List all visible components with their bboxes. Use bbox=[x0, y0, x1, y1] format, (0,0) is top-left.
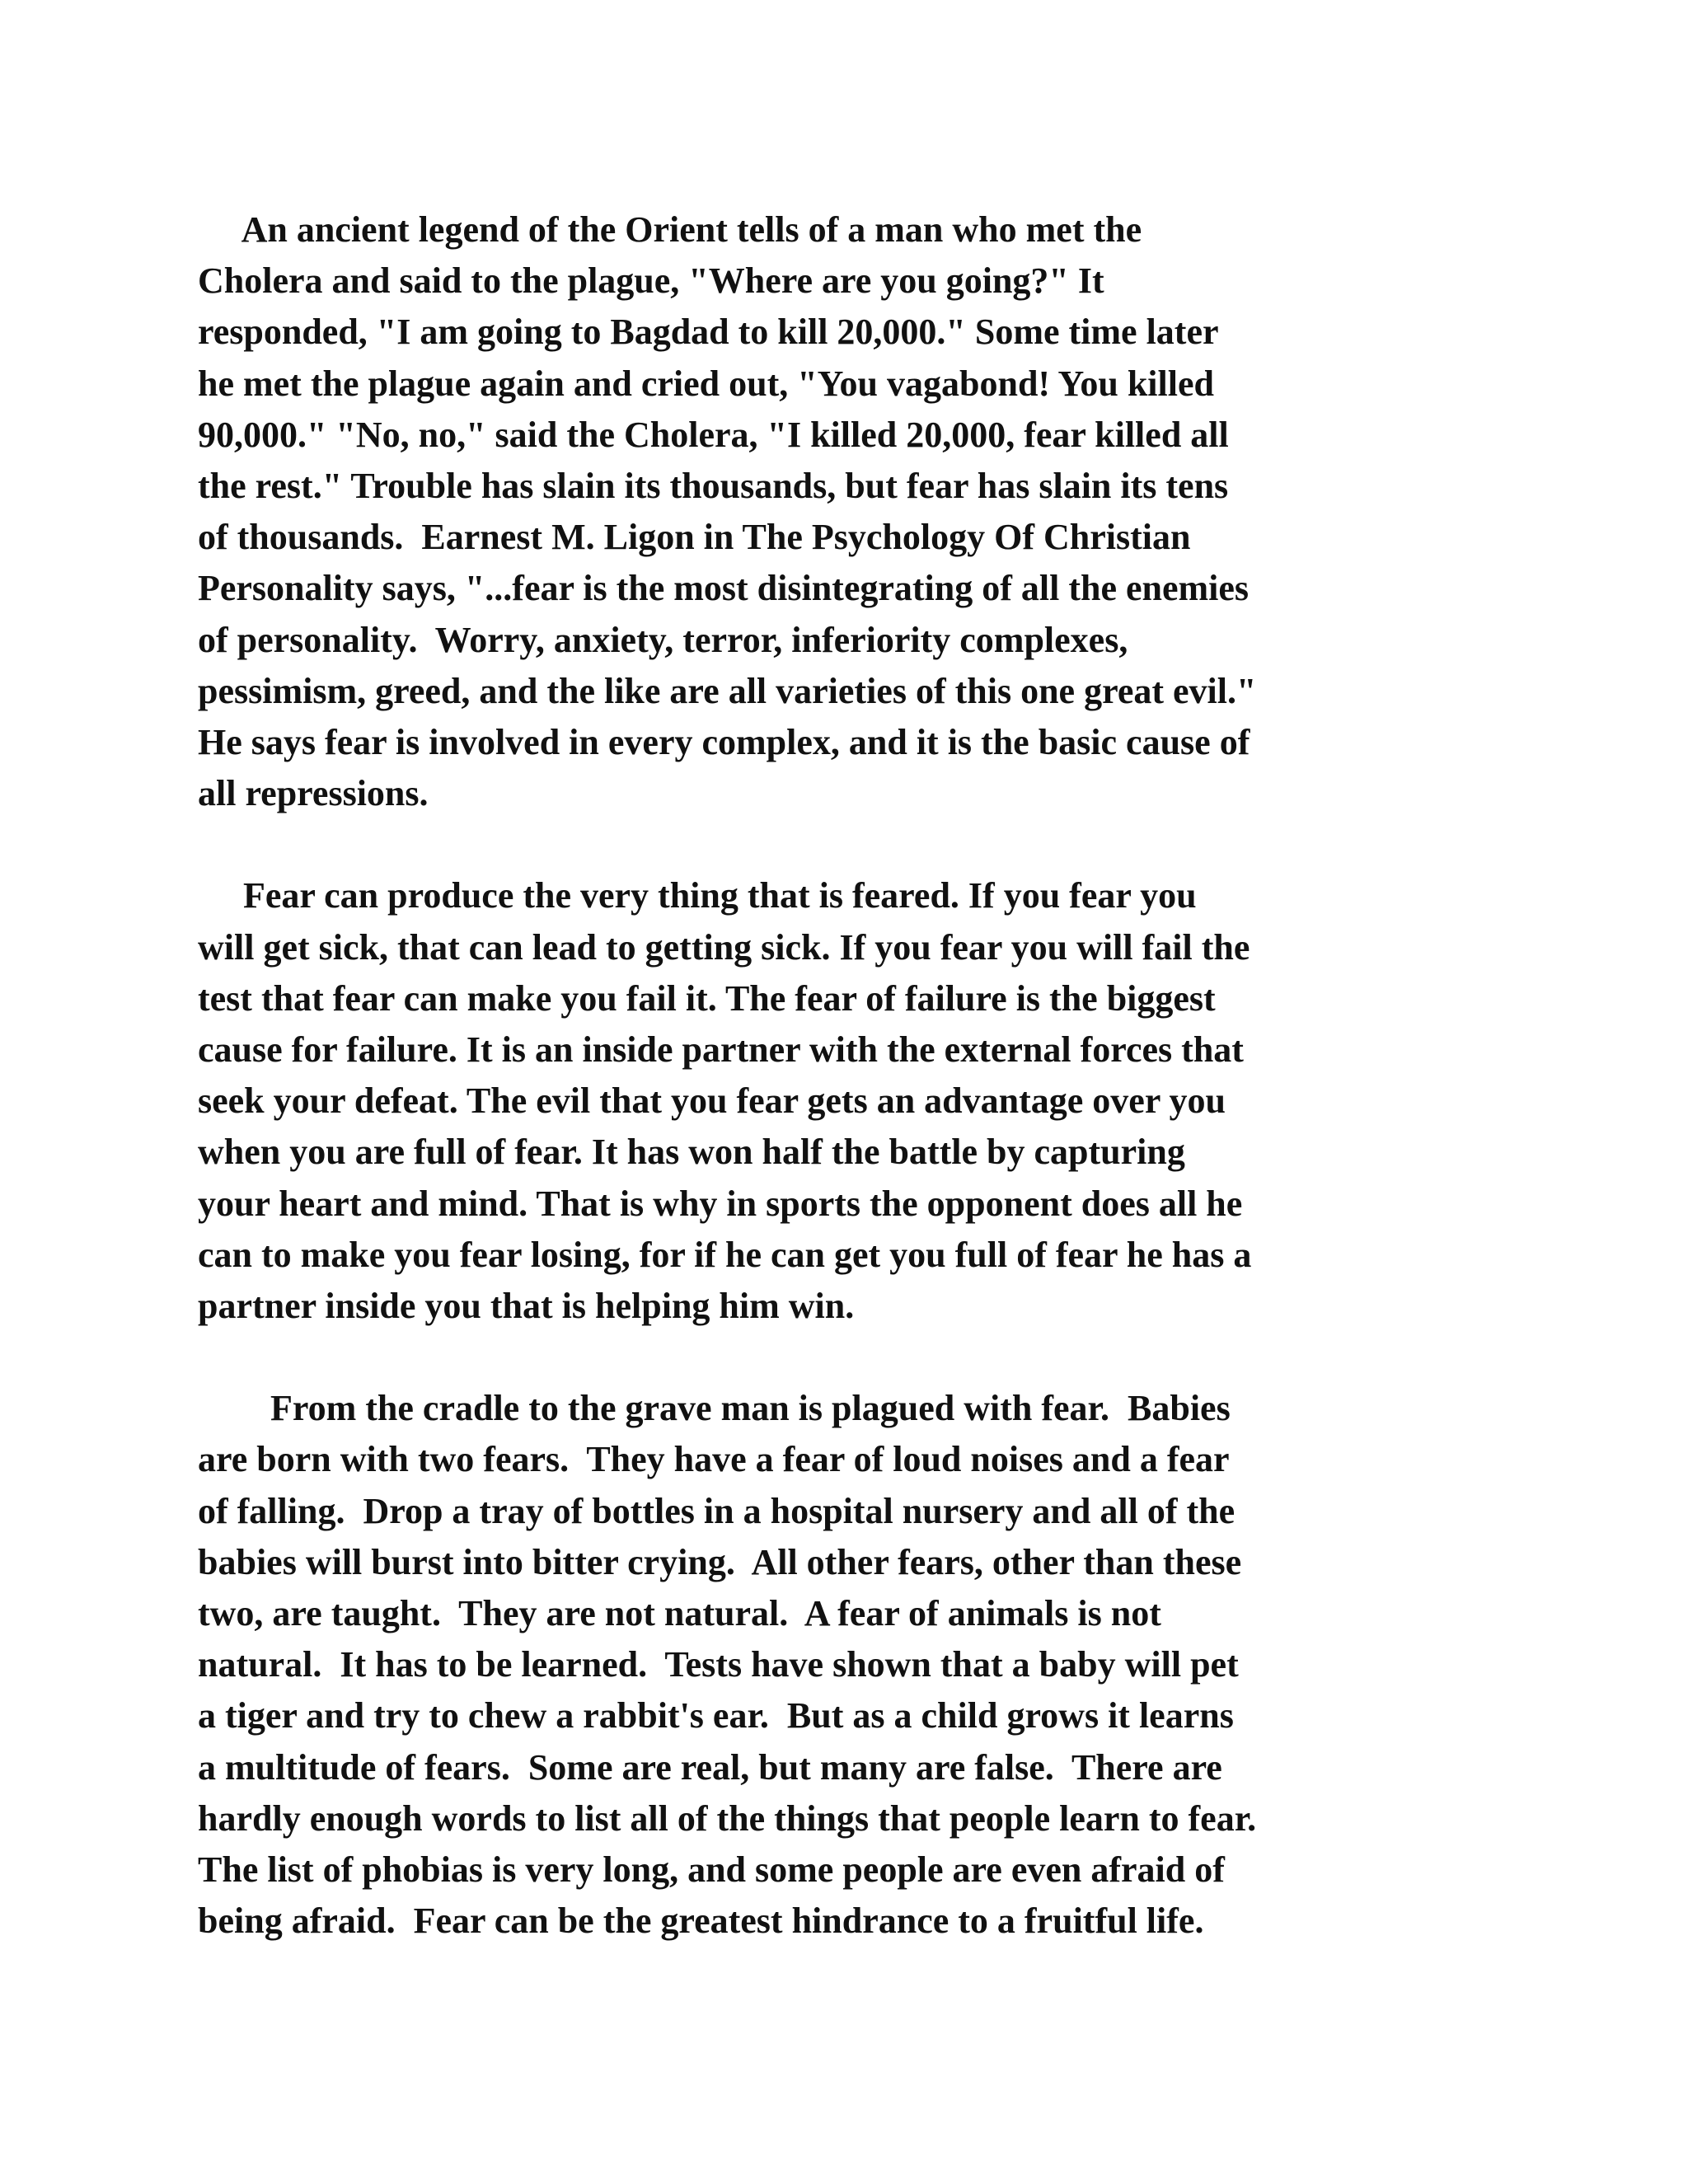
text-line: From the cradle to the grave man is plagued with fear. Babies bbox=[198, 1388, 1231, 1429]
text-line: when you are full of fear. It has won half the battle by capturing bbox=[198, 1132, 1185, 1173]
text-line: will get sick, that can lead to getting sick. If you fear you will fail the bbox=[198, 926, 1250, 968]
paragraph-1 bbox=[198, 204, 1492, 819]
text-line: The list of phobias is very long, and some people are even afraid of bbox=[198, 1849, 1225, 1891]
paragraph-gap bbox=[198, 1332, 1492, 1383]
text-line: test that fear can make you fail it. The fear of failure is the biggest bbox=[198, 977, 1216, 1019]
text-line: the rest." Trouble has slain its thousands, but fear has slain its tens bbox=[198, 466, 1229, 507]
text-line: are born with two fears. They have a fear of loud noises and a fear bbox=[198, 1439, 1230, 1480]
text-line: hardly enough words to list all of the things that people learn to fear. bbox=[198, 1797, 1257, 1839]
text-line: Fear can produce the very thing that is feared. If you fear you bbox=[198, 875, 1197, 916]
text-line: partner inside you that is helping him win. bbox=[198, 1286, 855, 1327]
text-line: natural. It has to be learned. Tests have shown that a baby will pet bbox=[198, 1644, 1239, 1685]
paragraph-3 bbox=[198, 1383, 1492, 1947]
text-line: your heart and mind. That is why in sports the opponent does all he bbox=[198, 1183, 1243, 1224]
text-line: An ancient legend of the Orient tells of a man who met the bbox=[198, 209, 1142, 250]
text-line: can to make you fear losing, for if he can get you full of fear he has a bbox=[198, 1234, 1252, 1275]
text-line: Cholera and said to the plague, "Where are you going?" It bbox=[198, 260, 1104, 302]
text-line: two, are taught. They are not natural. A fear of animals is not bbox=[198, 1593, 1161, 1634]
text-line: of falling. Drop a tray of bottles in a hospital nursery and all of the bbox=[198, 1490, 1236, 1531]
text-line: pessimism, greed, and the like are all varieties of this one great evil." bbox=[198, 670, 1257, 711]
text-line: a multitude of fears. Some are real, but many are false. There are bbox=[198, 1746, 1222, 1788]
text-line: He says fear is involved in every complex, and it is the basic cause of bbox=[198, 722, 1250, 763]
paragraph-gap bbox=[198, 819, 1492, 870]
text-line: cause for failure. It is an inside partner with the external forces that bbox=[198, 1029, 1244, 1071]
text-line: of thousands. Earnest M. Ligon in The Psychology Of Christian bbox=[198, 517, 1191, 558]
text-line: Personality says, "...fear is the most disintegrating of all the enemies bbox=[198, 568, 1250, 609]
text-line: babies will burst into bitter crying. All other fears, other than these bbox=[198, 1541, 1242, 1582]
text-line: seek your defeat. The evil that you fear gets an advantage over you bbox=[198, 1080, 1226, 1122]
text-line: he met the plague again and cried out, "You vagabond! You killed bbox=[198, 363, 1214, 404]
text-line: 90,000." "No, no," said the Cholera, "I killed 20,000, fear killed all bbox=[198, 414, 1229, 455]
paragraph-2 bbox=[198, 870, 1492, 1332]
body-text bbox=[198, 204, 1492, 1947]
text-line: all repressions. bbox=[198, 773, 429, 814]
text-line: responded, "I am going to Bagdad to kill 20,000." Some time later bbox=[198, 312, 1219, 353]
text-line: being afraid. Fear can be the greatest hindrance to a fruitful life. bbox=[198, 1900, 1204, 1942]
text-line: a tiger and try to chew a rabbit's ear. But as a child grows it learns bbox=[198, 1695, 1234, 1736]
text-line: of personality. Worry, anxiety, terror, inferiority complexes, bbox=[198, 619, 1128, 660]
